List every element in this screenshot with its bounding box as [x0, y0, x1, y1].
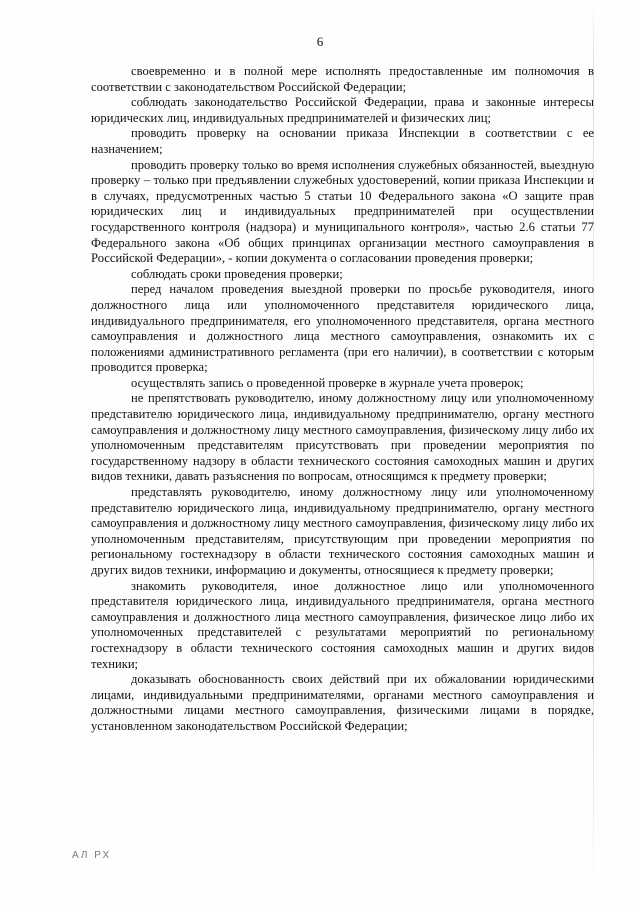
paragraph-not-obstruct: не препятствовать руководителю, иному должностному лицу или уполномоченному представителю юридического лица, индивидуальному предпринимателю, органу местного самоуправления и должностному лицу местного самоуправления, физическому лицу либо их уполномоченным представителям присутствовать при проведении мероприятия по государственному надзору в области технического состояния самоходных машин и других видов техники, давать разъяснения по вопросам, относящимся к предмету проверки; — [91, 391, 594, 484]
footer-mark: АЛ РХ — [72, 850, 112, 861]
paragraph-familiarize-regulation: перед началом проведения выездной проверки по просьбе руководителя, иного должностного лица или уполномоченного представителя юридического лица, индивидуального предпринимателя, его уполномоченного представителя, органа местного самоуправления и должностного лица местного самоуправления, ознакомить их с положениями административного регламента (при его наличии), в соответствии с которым проводится проверка; — [91, 282, 594, 375]
paragraph-familiarize-results: знакомить руководителя, иное должностное лицо или уполномоченного представителя юридического лица, индивидуального предпринимателя, органа местного самоуправления и должностного лица местного самоуправления, физическое лицо либо их уполномоченных представителей с результатами мероприятий по региональному гостехнадзору в области технического состояния самоходных машин и других видов техники; — [91, 578, 594, 671]
paragraph-provide-info: представлять руководителю, иному должностному лицу или уполномоченному представителю юридического лица, индивидуальному предпринимателю, органу местного самоуправления и должностному лицу местного самоуправления, физическому лицу либо их уполномоченным представителям, присутствующим при проведении мероприятия по региональному гостехнадзору в области технического состояния самоходных машин и других видов техники, информацию и документы, относящиеся к предмету проверки; — [91, 485, 594, 577]
paragraph-order-basis: проводить проверку на основании приказа Инспекции в соответствии с ее назначением; — [91, 126, 594, 156]
paragraph-duty-time: проводить проверку только во время исполнения служебных обязанностей, выездную проверку – только при предъявлении служебных удостоверений, копии приказа Инспекции и в случаях, предусмотренных частью 5 статьи 10 Федерального закона «О защите прав юридических лиц и индивидуальных предпринимателей при осуществлении государственного контроля (надзора) и муниципального контроля», частью 2.6 статьи 77 Федерального закона «Об общих принципах организации местного самоуправления в Российской Федерации», - копии документа о согласовании проведения проверки; — [91, 157, 594, 266]
page-number: 6 — [316, 34, 324, 49]
paragraph-authority: своевременно и в полной мере исполнять предоставленные им полномочия в соответствии с законодательством Российской Федерации; — [91, 64, 594, 94]
paragraph-deadlines: соблюдать сроки проведения проверки; — [131, 266, 343, 281]
paragraph-justify-actions: доказывать обоснованность своих действий при их обжаловании юридическими лицами, индивидуальными предпринимателями, органами местного самоуправления и должностными лицами местного самоуправления, физическими лицами в порядке, установленном законодательством Российской Федерации; — [91, 672, 594, 733]
paragraph-legislation: соблюдать законодательство Российской Федерации, права и законные интересы юридических лиц, индивидуальных предпринимателей и физических лиц; — [91, 95, 594, 125]
paragraph-log-entry: осуществлять запись о проведенной проверке в журнале учета проверок; — [131, 375, 524, 390]
document-body — [91, 64, 594, 735]
